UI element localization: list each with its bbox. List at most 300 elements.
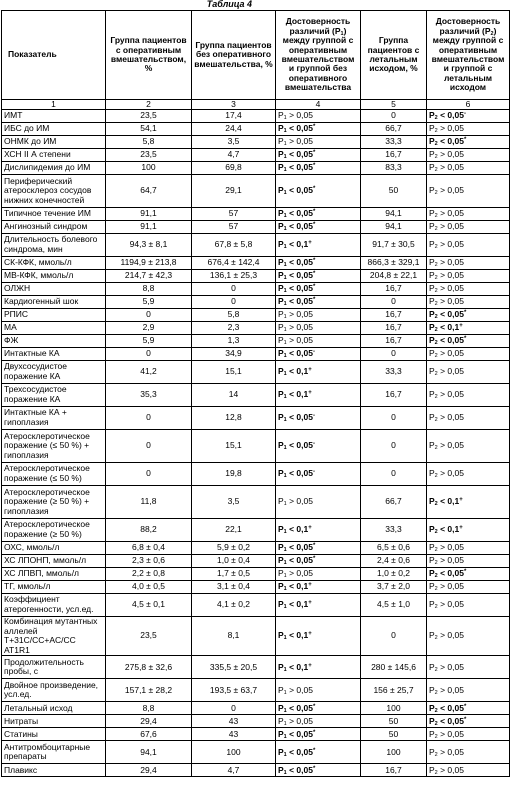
p-subscript: 2	[434, 301, 438, 308]
table-row	[2, 581, 510, 594]
value-group-surgery: 29,4	[106, 764, 192, 777]
significance-mark: *	[312, 297, 316, 304]
p-letter: P	[429, 542, 435, 553]
p-value: > 0,05	[437, 599, 464, 610]
significance-mark: *	[463, 703, 467, 710]
p1-cell	[276, 208, 361, 221]
significance-mark: +	[459, 323, 463, 330]
p-subscript: 2	[434, 733, 438, 740]
p-letter: P	[278, 309, 284, 320]
p-letter: P	[278, 348, 284, 359]
value-group-surgery: 94,3 ± 8,1	[106, 234, 192, 257]
significance-mark: +	[308, 390, 312, 397]
p-subscript: 2	[434, 560, 438, 567]
table-row	[2, 407, 510, 430]
table-row	[2, 741, 510, 764]
table-row	[2, 486, 510, 519]
table-row	[2, 728, 510, 741]
p1-cell	[276, 715, 361, 728]
indicator-name: Интактные КА	[2, 348, 106, 361]
value-group-surgery: 5,9	[106, 296, 192, 309]
value-group-surgery: 100	[106, 162, 192, 175]
value-group-surgery: 67,6	[106, 728, 192, 741]
p-subscript: 1	[283, 769, 287, 776]
p-letter: P	[429, 335, 435, 346]
p-value: < 0,1	[286, 389, 309, 400]
p1-cell	[276, 335, 361, 348]
p1-cell	[276, 581, 361, 594]
value-group-no-surgery: 2,3	[192, 322, 276, 335]
p-subscript: 2	[434, 529, 438, 536]
p-letter: P	[429, 162, 435, 173]
p-letter: P	[278, 468, 284, 479]
p-value: < 0,05	[286, 746, 313, 757]
p2-cell	[427, 555, 510, 568]
indicator-name: Атеросклеротическое поражение (≤ 50 %) + гипоплазия	[2, 430, 106, 463]
indicator-name: ХСН II А степени	[2, 149, 106, 162]
p-letter: P	[429, 661, 435, 672]
value-group-surgery: 23,5	[106, 617, 192, 656]
p2-cell	[427, 741, 510, 764]
p-subscript: 1	[283, 573, 287, 580]
p-value: > 0,05	[437, 221, 464, 232]
indicator-name: Антитромбоцитарные препараты	[2, 741, 106, 764]
table-row	[2, 568, 510, 581]
value-group-lethal: 91,7 ± 30,5	[361, 234, 427, 257]
significance-mark: -	[463, 111, 466, 118]
p-subscript: 2	[434, 167, 438, 174]
value-group-lethal: 16,7	[361, 384, 427, 407]
p-subscript: 2	[434, 115, 438, 122]
value-group-no-surgery: 5,9 ± 0,2	[192, 542, 276, 555]
p1-cell	[276, 702, 361, 715]
value-group-lethal: 16,7	[361, 322, 427, 335]
p-subscript: 2	[434, 769, 438, 776]
p2-cell	[427, 296, 510, 309]
p-subscript: 1	[283, 707, 287, 714]
value-group-lethal: 100	[361, 702, 427, 715]
p-letter: P	[278, 257, 284, 268]
significance-mark: -	[312, 349, 315, 356]
p2-cell	[427, 270, 510, 283]
value-group-no-surgery: 4,1 ± 0,2	[192, 594, 276, 617]
significance-mark: *	[312, 186, 316, 193]
p-subscript: 2	[434, 445, 438, 452]
p-letter: P	[429, 348, 435, 359]
header-group-lethal: Группа пациентов с летальным исходом, %	[361, 11, 427, 100]
p1-cell	[276, 741, 361, 764]
value-group-no-surgery: 57	[192, 208, 276, 221]
p-letter: P	[429, 257, 435, 268]
table-row	[2, 309, 510, 322]
p-letter: P	[278, 568, 284, 579]
p-subscript: 2	[434, 394, 438, 401]
indicator-name: Трехсосудистое поражение КА	[2, 384, 106, 407]
significance-mark: *	[463, 569, 467, 576]
p2-cell	[427, 384, 510, 407]
p-value: < 0,05	[286, 702, 313, 713]
p-letter: P	[278, 630, 284, 641]
p-subscript: 2	[434, 262, 438, 269]
p2-cell	[427, 309, 510, 322]
significance-mark: *	[312, 543, 316, 550]
p-value: < 0,05	[437, 309, 464, 320]
p-subscript: 2	[434, 417, 438, 424]
p2-cell	[427, 149, 510, 162]
value-group-surgery: 0	[106, 463, 192, 486]
p-value: < 0,05	[286, 123, 313, 134]
p-letter: P	[278, 440, 284, 451]
value-group-lethal: 50	[361, 175, 427, 208]
value-group-no-surgery: 193,5 ± 63,7	[192, 679, 276, 702]
value-group-lethal: 0	[361, 110, 427, 123]
value-group-surgery: 0	[106, 430, 192, 463]
table-row	[2, 617, 510, 656]
significance-mark: +	[308, 662, 312, 669]
p1-cell	[276, 309, 361, 322]
p2-cell	[427, 234, 510, 257]
significance-mark: *	[312, 765, 316, 772]
p-letter: P	[429, 728, 435, 739]
value-group-lethal: 0	[361, 430, 427, 463]
value-group-lethal: 16,7	[361, 335, 427, 348]
p2-cell	[427, 581, 510, 594]
p1-cell	[276, 594, 361, 617]
p-subscript: 2	[434, 154, 438, 161]
p-letter: P	[429, 149, 435, 160]
p-value: > 0,05	[437, 542, 464, 553]
indicator-name: ФЖ	[2, 335, 106, 348]
value-group-lethal: 33,3	[361, 136, 427, 149]
table-row	[2, 335, 510, 348]
p1-cell	[276, 257, 361, 270]
indicator-name: ХС ЛПВП, ммоль/л	[2, 568, 106, 581]
indicator-name: Статины	[2, 728, 106, 741]
value-group-lethal: 0	[361, 617, 427, 656]
p-letter: P	[429, 270, 435, 281]
p1-cell	[276, 463, 361, 486]
table-row	[2, 463, 510, 486]
table-row	[2, 702, 510, 715]
value-group-no-surgery: 100	[192, 741, 276, 764]
table-row	[2, 519, 510, 542]
table-row	[2, 542, 510, 555]
value-group-lethal: 94,1	[361, 221, 427, 234]
p-subscript: 1	[283, 586, 287, 593]
p-letter: P	[278, 746, 284, 757]
p-value: > 0,05	[437, 661, 464, 672]
p-subscript: 1	[283, 314, 287, 321]
significance-mark: *	[312, 209, 316, 216]
significance-mark: *	[312, 222, 316, 229]
value-group-no-surgery: 0	[192, 702, 276, 715]
p-subscript: 1	[283, 226, 287, 233]
p-letter: P	[429, 555, 435, 566]
p-subscript: 2	[434, 340, 438, 347]
value-group-surgery: 88,2	[106, 519, 192, 542]
p2-cell	[427, 407, 510, 430]
p-value: < 0,05	[286, 296, 313, 307]
p2-cell	[427, 715, 510, 728]
p-value: > 0,05	[437, 162, 464, 173]
p-subscript: 1	[283, 473, 287, 480]
p-letter: P	[429, 440, 435, 451]
p-letter: P	[278, 149, 284, 160]
value-group-lethal: 66,7	[361, 123, 427, 136]
p-subscript: 2	[434, 213, 438, 220]
p-subscript: 1	[283, 262, 287, 269]
p-letter: P	[278, 524, 284, 535]
p-value: > 0,05	[437, 389, 464, 400]
significance-mark: +	[459, 525, 463, 532]
p1-cell	[276, 136, 361, 149]
p-subscript: 1	[283, 301, 287, 308]
p2-cell	[427, 208, 510, 221]
significance-mark: *	[312, 556, 316, 563]
p2-cell	[427, 764, 510, 777]
results-table	[1, 10, 510, 777]
table-row	[2, 162, 510, 175]
p-value: < 0,05	[437, 136, 464, 147]
p-value: < 0,1	[286, 366, 309, 377]
p-letter: P	[429, 684, 435, 695]
p-subscript: 1	[283, 394, 287, 401]
p-value: < 0,1	[286, 630, 309, 641]
p-subscript: 1	[283, 445, 287, 452]
p-subscript: 1	[283, 417, 287, 424]
significance-mark: +	[308, 240, 312, 247]
p-letter: P	[429, 581, 435, 592]
p-letter: P	[429, 296, 435, 307]
p-value: > 0,05	[437, 270, 464, 281]
p1-cell	[276, 175, 361, 208]
p2-cell	[427, 594, 510, 617]
p-value: > 0,05	[286, 568, 313, 579]
significance-mark: *	[312, 284, 316, 291]
header-indicator: Показатель	[2, 11, 106, 100]
p-letter: P	[278, 322, 284, 333]
indicator-name: Атеросклеротическое поражение (≥ 50 %)	[2, 519, 106, 542]
p-letter: P	[278, 412, 284, 423]
significance-mark: *	[312, 747, 316, 754]
p-letter: P	[429, 524, 435, 535]
table-row	[2, 555, 510, 568]
p-subscript: 1	[283, 371, 287, 378]
significance-mark: *	[312, 150, 316, 157]
value-group-surgery: 29,4	[106, 715, 192, 728]
p-subscript: 2	[434, 720, 438, 727]
p-value: > 0,05	[437, 123, 464, 134]
p2-cell	[427, 257, 510, 270]
header-p1: Достоверность различий $(P_1)$ между группой с оперативным вмешательством и группой без оперативного вмешательства	[276, 11, 361, 100]
significance-mark: *	[312, 163, 316, 170]
value-group-no-surgery: 676,4 ± 142,4	[192, 257, 276, 270]
p-letter: P	[278, 162, 284, 173]
value-group-surgery: 5,8	[106, 136, 192, 149]
p1-cell	[276, 162, 361, 175]
column-number: 2	[106, 100, 192, 110]
p-subscript: 1	[283, 288, 287, 295]
value-group-no-surgery: 34,9	[192, 348, 276, 361]
value-group-surgery: 4,5 ± 0,1	[106, 594, 192, 617]
p-subscript: 2	[434, 689, 438, 696]
p1-cell	[276, 283, 361, 296]
value-group-surgery: 94,1	[106, 741, 192, 764]
p1-cell	[276, 656, 361, 679]
p2-cell	[427, 110, 510, 123]
indicator-name: Нитраты	[2, 715, 106, 728]
p2-cell	[427, 542, 510, 555]
indicator-name: Комбинация мутантных аллелей Т+31С/CC+AC/CC AT1R1	[2, 617, 106, 656]
p-value: > 0,05	[286, 322, 313, 333]
value-group-no-surgery: 57	[192, 221, 276, 234]
significance-mark: *	[312, 271, 316, 278]
p-value: > 0,05	[437, 348, 464, 359]
p-letter: P	[429, 412, 435, 423]
p-value: > 0,05	[437, 468, 464, 479]
header-group-surgery: Группа пациентов с оперативным вмешательством, %	[106, 11, 192, 100]
p2-cell	[427, 656, 510, 679]
p-subscript: 2	[434, 353, 438, 360]
significance-mark: *	[312, 124, 316, 131]
value-group-no-surgery: 22,1	[192, 519, 276, 542]
p-value: > 0,05	[437, 746, 464, 757]
p-subscript: 2	[434, 226, 438, 233]
p-value: < 0,05	[286, 555, 313, 566]
table-row	[2, 257, 510, 270]
value-group-surgery: 157,1 ± 28,2	[106, 679, 192, 702]
p2-cell	[427, 162, 510, 175]
p-value: > 0,05	[286, 136, 313, 147]
p2-cell	[427, 283, 510, 296]
p-letter: P	[429, 715, 435, 726]
p-letter: P	[278, 366, 284, 377]
p-letter: P	[278, 283, 284, 294]
p2-cell	[427, 617, 510, 656]
p-subscript: 1	[283, 190, 287, 197]
p-letter: P	[429, 496, 435, 507]
value-group-lethal: 0	[361, 348, 427, 361]
p-letter: P	[278, 239, 284, 250]
value-group-no-surgery: 1,3	[192, 335, 276, 348]
p-letter: P	[278, 661, 284, 672]
p-letter: P	[429, 110, 435, 121]
value-group-no-surgery: 1,7 ± 0,5	[192, 568, 276, 581]
indicator-name: ТГ, ммоль/л	[2, 581, 106, 594]
indicator-name: ОХС, ммоль/л	[2, 542, 106, 555]
indicator-name: СК-КФК, ммоль/л	[2, 257, 106, 270]
p-value: < 0,05	[437, 335, 464, 346]
p-value: > 0,05	[437, 296, 464, 307]
p-value: < 0,1	[286, 524, 309, 535]
indicator-name: МВ-КФК, ммоль/л	[2, 270, 106, 283]
p-subscript: 2	[434, 190, 438, 197]
table-row	[2, 123, 510, 136]
p-value: < 0,1	[286, 661, 309, 672]
value-group-no-surgery: 136,1 ± 25,3	[192, 270, 276, 283]
p1-cell	[276, 322, 361, 335]
table-row	[2, 361, 510, 384]
value-group-no-surgery: 69,8	[192, 162, 276, 175]
p-subscript: 1	[283, 353, 287, 360]
p-value: > 0,05	[437, 149, 464, 160]
p1-cell	[276, 348, 361, 361]
table-body	[2, 110, 510, 777]
value-group-no-surgery: 8,1	[192, 617, 276, 656]
p-value: > 0,05	[437, 185, 464, 196]
value-group-lethal: 16,7	[361, 283, 427, 296]
table-row	[2, 283, 510, 296]
p-value: > 0,05	[437, 728, 464, 739]
indicator-name: Двухсосудистое поражение КА	[2, 361, 106, 384]
value-group-no-surgery: 5,8	[192, 309, 276, 322]
table-row	[2, 322, 510, 335]
p-value: < 0,05	[286, 764, 313, 775]
p-subscript: 1	[283, 501, 287, 508]
table-row	[2, 149, 510, 162]
indicator-name: ОНМК до ИМ	[2, 136, 106, 149]
p-subscript: 1	[283, 275, 287, 282]
p-subscript: 2	[434, 666, 438, 673]
p-letter: P	[429, 389, 435, 400]
indicator-name: Плавикс	[2, 764, 106, 777]
p-letter: P	[278, 136, 284, 147]
value-group-no-surgery: 1,0 ± 0,4	[192, 555, 276, 568]
value-group-surgery: 11,8	[106, 486, 192, 519]
p-value: < 0,05	[286, 270, 313, 281]
p-letter: P	[429, 630, 435, 641]
p-letter: P	[429, 283, 435, 294]
p1-cell	[276, 221, 361, 234]
value-group-no-surgery: 335,5 ± 20,5	[192, 656, 276, 679]
column-number: 4	[276, 100, 361, 110]
p-value: < 0,05	[286, 149, 313, 160]
significance-mark: *	[463, 336, 467, 343]
indicator-name: Продолжительность пробы, с	[2, 656, 106, 679]
significance-mark: +	[308, 367, 312, 374]
indicator-name: Коэффициент атерогенности, усл.ед.	[2, 594, 106, 617]
indicator-name: Длительность болевого синдрома, мин	[2, 234, 106, 257]
value-group-no-surgery: 67,8 ± 5,8	[192, 234, 276, 257]
p1-cell	[276, 486, 361, 519]
p-value: > 0,05	[286, 684, 313, 695]
value-group-surgery: 0	[106, 309, 192, 322]
p-value: > 0,05	[437, 684, 464, 695]
p-value: < 0,05	[286, 221, 313, 232]
indicator-name: Летальный исход	[2, 702, 106, 715]
indicator-name: Атеросклеротическое поражение (≤ 50 %)	[2, 463, 106, 486]
p-letter: P	[278, 542, 284, 553]
p1-cell	[276, 728, 361, 741]
p-value: > 0,05	[437, 581, 464, 592]
value-group-no-surgery: 0	[192, 296, 276, 309]
value-group-lethal: 204,8 ± 22,1	[361, 270, 427, 283]
value-group-lethal: 3,7 ± 2,0	[361, 581, 427, 594]
p-subscript: 2	[434, 635, 438, 642]
p-subscript: 1	[283, 720, 287, 727]
p-subscript: 1	[283, 154, 287, 161]
p-subscript: 1	[283, 327, 287, 334]
p-value: < 0,05	[437, 715, 464, 726]
p1-cell	[276, 617, 361, 656]
p-subscript: 2	[434, 547, 438, 554]
indicator-name: Ангинозный синдром	[2, 221, 106, 234]
column-number: 6	[427, 100, 510, 110]
value-group-surgery: 1194,9 ± 213,8	[106, 257, 192, 270]
header-group-no-surgery: Группа пациентов без оперативного вмешательства, %	[192, 11, 276, 100]
header-row	[2, 11, 510, 100]
p-letter: P	[278, 496, 284, 507]
